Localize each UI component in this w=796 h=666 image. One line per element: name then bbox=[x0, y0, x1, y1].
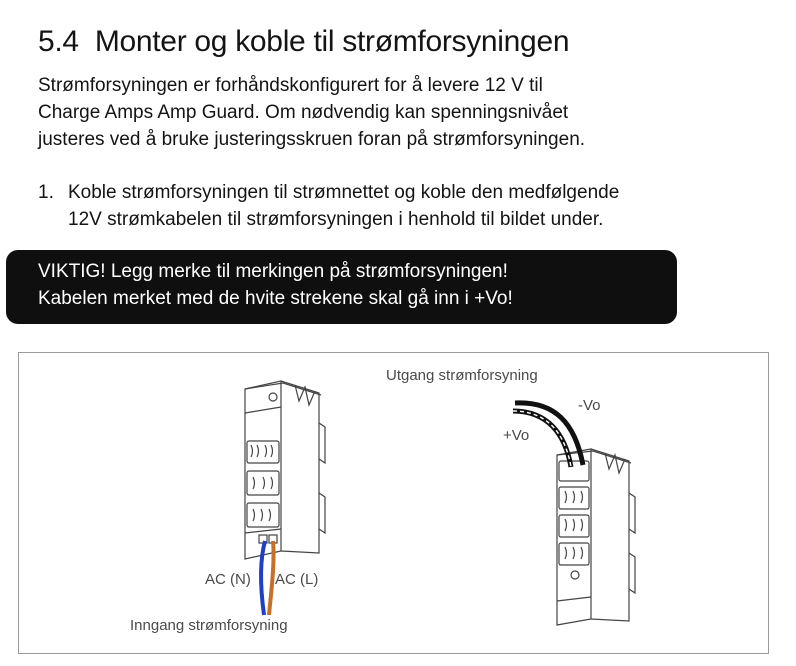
wire-neutral bbox=[261, 541, 265, 615]
power-supply-output-illustration bbox=[557, 449, 635, 625]
ac-l-label: AC (L) bbox=[275, 571, 319, 588]
step-number: 1. bbox=[38, 182, 54, 203]
warning-box bbox=[6, 250, 677, 324]
intro-paragraph bbox=[38, 72, 738, 153]
intro-line: Charge Amps Amp Guard. Om nødvendig kan spenningsnivået bbox=[38, 102, 569, 123]
input-caption: Inngang strømforsyning bbox=[130, 617, 288, 634]
output-caption: Utgang strømforsyning bbox=[386, 367, 538, 384]
step-line: Koble strømforsyningen til strømnettet og koble den medfølgende bbox=[68, 182, 620, 203]
plus-vo-label: +Vo bbox=[503, 427, 530, 444]
ac-n-label: AC (N) bbox=[205, 571, 251, 588]
minus-vo-label: -Vo bbox=[578, 397, 601, 414]
warning-line: Kabelen merket med de hvite strekene skal gå inn i +Vo! bbox=[38, 288, 513, 309]
section-number: 5.4 bbox=[38, 25, 79, 59]
step-line: 12V strømkabelen til strømforsyningen i henhold til bildet under. bbox=[68, 209, 604, 230]
step-text bbox=[68, 179, 619, 233]
warning-line: VIKTIG! Legg merke til merkingen på strømforsyningen! bbox=[38, 261, 508, 282]
wiring-diagram bbox=[19, 353, 770, 655]
section-heading bbox=[38, 22, 569, 62]
wiring-figure bbox=[18, 352, 769, 654]
intro-line: justeres ved å bruke justeringsskruen foran på strømforsyningen. bbox=[38, 129, 586, 150]
power-supply-input-illustration bbox=[245, 381, 325, 559]
intro-line: Strømforsyningen er forhåndskonfigurert for å levere 12 V til bbox=[38, 75, 543, 96]
section-title: Monter og koble til strømforsyningen bbox=[94, 25, 570, 59]
